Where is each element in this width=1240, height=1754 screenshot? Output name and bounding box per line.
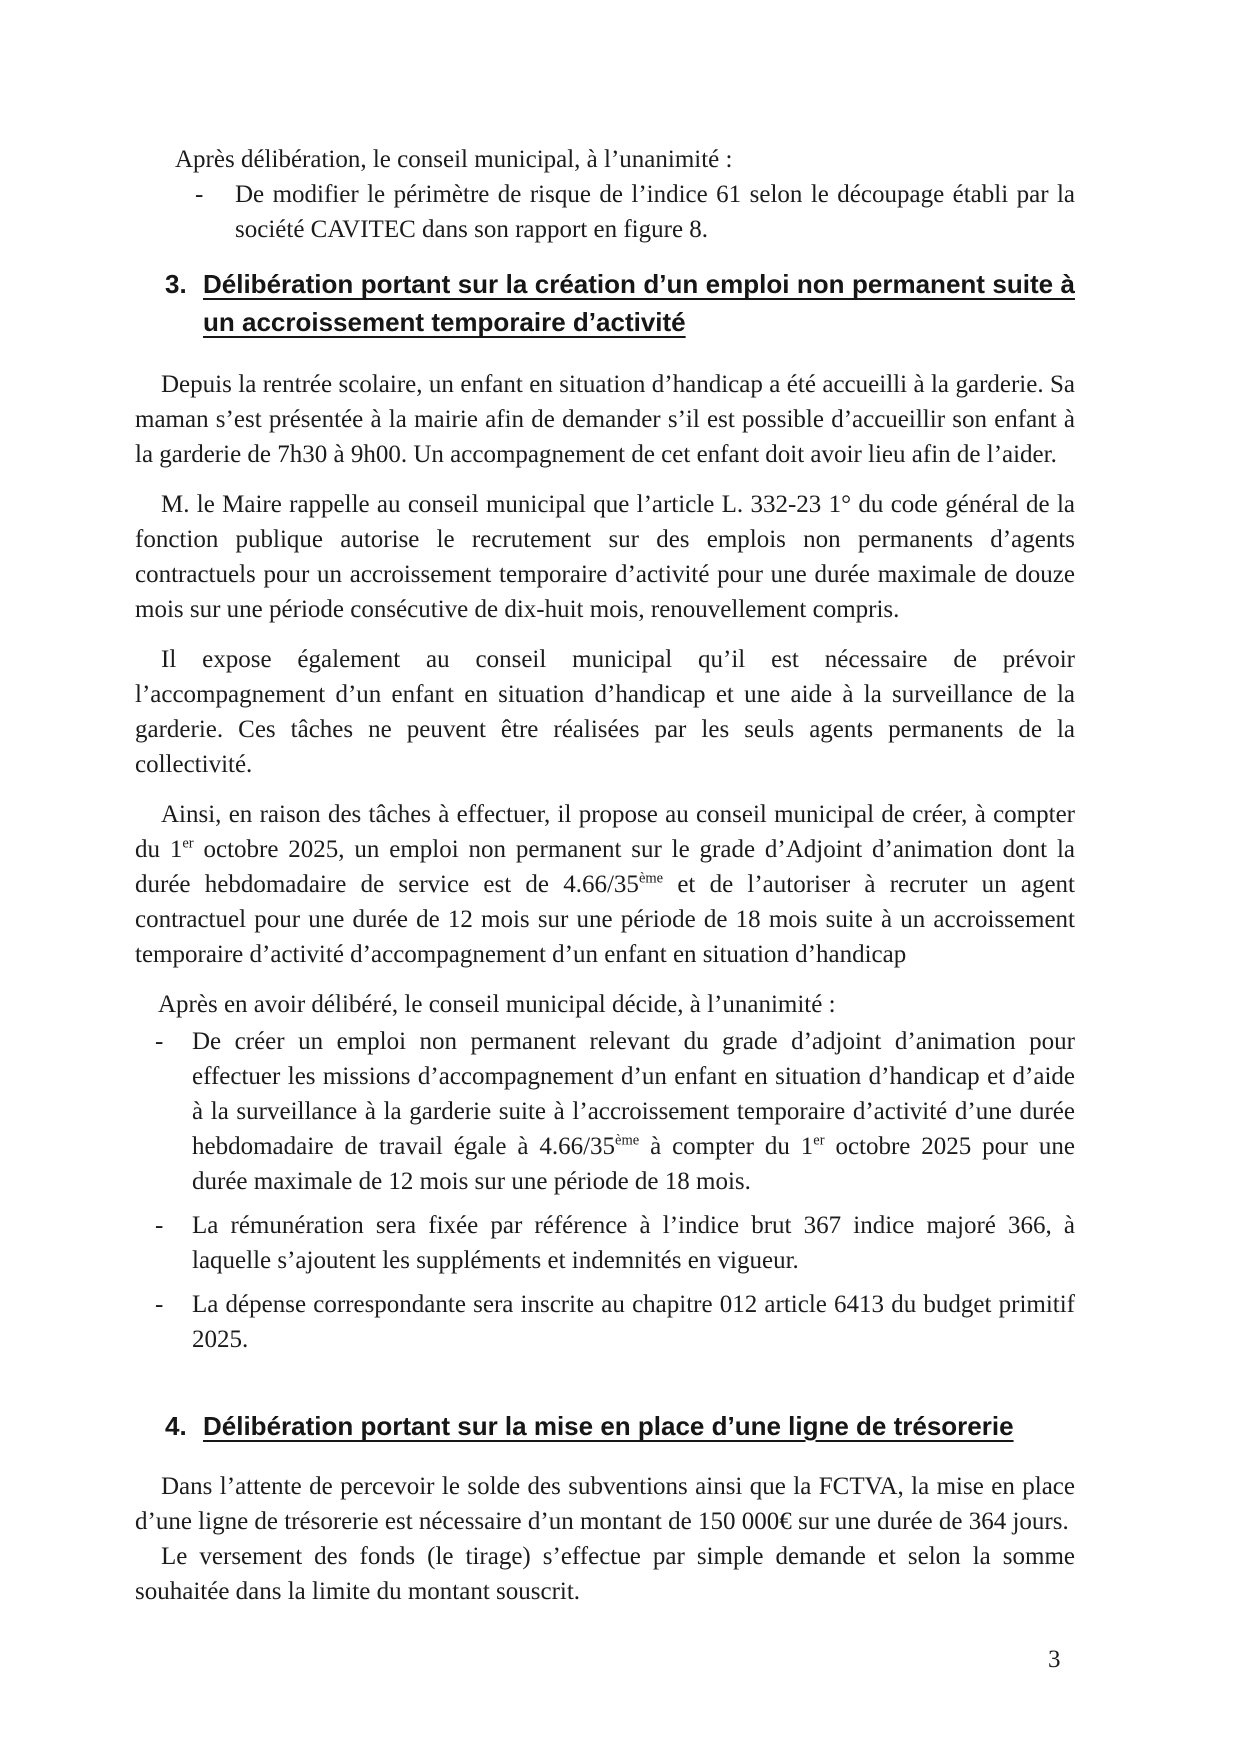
- bullet-dash: -: [155, 1291, 164, 1318]
- paragraph-garderie: Depuis la rentrée scolaire, un enfant en situation d’handicap a été accueilli à la garderie. Sa maman s’est présentée à la mairie afin de demander s’il est possible d’accueillir son enfant à la garderie de 7h30 à 9h00. Un accompagnement de cet enfant doit avoir lieu afin de l’aider.: [135, 371, 1075, 468]
- section-4-title: Délibération portant sur la mise en place d’une ligne de trésorerie: [203, 1411, 1014, 1441]
- bullet-dash: -: [155, 1212, 164, 1239]
- bullet-dash: -: [155, 1028, 164, 1055]
- paragraph-versement: Le versement des fonds (le tirage) s’effectue par simple demande et selon la somme souhaitée dans la limite du montant souscrit.: [135, 1543, 1075, 1605]
- list-item: [195, 177, 1075, 247]
- page-number: 3: [1048, 1646, 1061, 1673]
- text-segment: octobre 2025 pour une durée maximale de 12 mois sur une période de 18 mois.: [192, 1133, 1075, 1195]
- section-4-number: 4.: [165, 1411, 187, 1441]
- paragraph-maire-rappelle: M. le Maire rappelle au conseil municipal que l’article L. 332-23 1° du code général de la fonction publique autorise le recrutement sur des emplois non permanents d’agents contractuels pour un accroissement temporaire d’activité pour une durée maximale de douze mois sur une période consécutive de dix-huit mois, renouvellement compris.: [135, 491, 1075, 623]
- paragraph-expose: Il expose également au conseil municipal qu’il est nécessaire de prévoir l’accompagnement d’un enfant en situation d’handicap et une aide à la surveillance de la garderie. Ces tâches ne peuvent être réalisées par les seuls agents permanents de la collectivité.: [135, 646, 1075, 778]
- decision-bullet-list: [135, 1024, 1075, 1357]
- list-item-text: La rémunération sera fixée par référence à l’indice brut 367 indice majoré 366, à laquelle s’ajoutent les suppléments et indemnités en vigueur.: [192, 1212, 1075, 1274]
- list-item-text: De modifier le périmètre de risque de l’indice 61 selon le découpage établi par la société CAVITEC dans son rapport en figure 8.: [235, 181, 1075, 243]
- text-segment: Ainsi, en raison des tâches à effectuer, il propose au conseil municipal de créer, à compter du 1: [135, 801, 1075, 863]
- decision-lead: Après en avoir délibéré, le conseil municipal décide, à l’unanimité :: [158, 991, 836, 1018]
- bullet-dash: -: [195, 181, 204, 208]
- superscript-er: er: [813, 1132, 825, 1149]
- superscript-eme: ème: [638, 870, 664, 887]
- section-3-title: Délibération portant sur la création d’un emploi non permanent suite à un accroissement temporaire d’activité: [203, 269, 1075, 337]
- list-item-text: [192, 1024, 1075, 1199]
- intro-bullet-list: [135, 177, 1075, 247]
- paragraph-proposition: [135, 797, 1075, 972]
- list-item: [155, 1287, 1075, 1357]
- section-4-heading: [135, 1407, 1075, 1445]
- superscript-er: er: [182, 835, 194, 852]
- section-3-number: 3.: [165, 269, 187, 299]
- paragraph-tresorerie: Dans l’attente de percevoir le solde des subventions ainsi que la FCTVA, la mise en place d’une ligne de trésorerie est nécessaire d’un montant de 150 000€ sur une durée de 364 jours.: [135, 1473, 1075, 1535]
- text-segment: octobre 2025, un emploi non permanent sur le grade d’Adjoint d’animation dont la durée hebdomadaire de service est de 4.66/35: [135, 836, 1075, 898]
- text-segment: De créer un emploi non permanent relevant du grade d’adjoint d’animation pour effectuer les missions d’accompagnement d’un enfant en situation d’handicap et d’aide à la surveillance à la garderie suite à l’accroissement temporaire d’activité d’une durée hebdomadaire de travail égale à 4.66/35: [192, 1028, 1075, 1160]
- superscript-eme: ème: [615, 1132, 640, 1149]
- list-item: [155, 1024, 1075, 1199]
- list-item-text: La dépense correspondante sera inscrite au chapitre 012 article 6413 du budget primitif 2025.: [192, 1291, 1075, 1353]
- section-3-heading: [135, 265, 1075, 341]
- intro-lead: Après délibération, le conseil municipal, à l’unanimité :: [175, 146, 733, 173]
- text-segment: et de l’autoriser à recruter un agent contractuel pour une durée de 12 mois sur une période de 18 mois suite à un accroissement temporaire d’activité d’accompagnement d’un enfant en situation d’handicap: [135, 871, 1075, 968]
- list-item: [155, 1208, 1075, 1278]
- text-segment: à compter du 1: [639, 1133, 814, 1160]
